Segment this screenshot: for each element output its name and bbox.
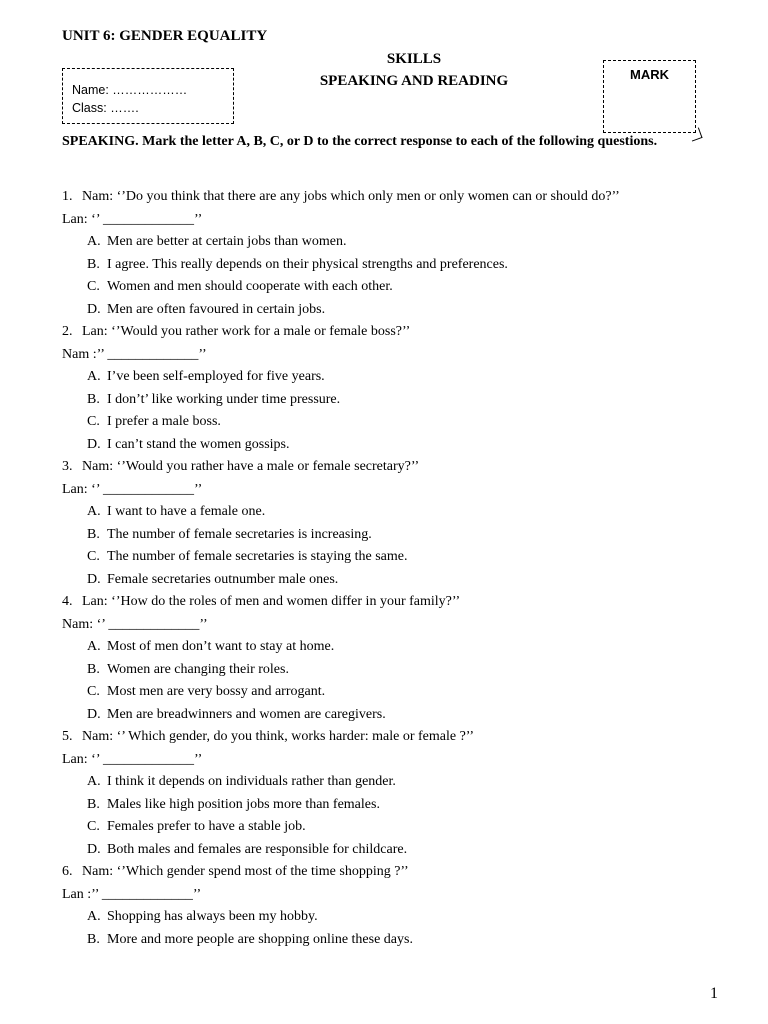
question-number: 5. [62,729,73,744]
mark-box [603,60,696,133]
option-text: The number of female secretaries is staying the same. [107,549,408,564]
option-text: Both males and females are responsible for childcare. [107,841,408,857]
option-letter: A. [87,639,101,654]
option-text: Men are often favoured in certain jobs. [107,301,326,317]
question-number: 6. [62,864,73,879]
option-letter: C. [87,549,100,564]
option-text: More and more people are shopping online these days. [107,931,413,947]
answer-option[interactable] [62,546,742,569]
answer-option[interactable] [62,254,742,277]
speaking-instructions: SPEAKING. Mark the letter A, B, C, or D to the correct response to each of the following questions. [62,134,658,149]
response-blank: Lan :’’ _____________’’ [62,886,202,902]
question-prompt [62,591,742,614]
option-letter: D. [87,841,101,857]
question-text: Lan: ‘’Would you rather work for a male or female boss?’’ [82,324,411,339]
option-letter: C. [87,414,100,429]
name-field[interactable]: Name: ……………… [72,83,188,97]
question-block [62,726,742,861]
option-letter: B. [87,661,100,677]
question-text: Nam: ‘’Do you think that there are any jobs which only men or only women can or should do?’’ [82,189,620,204]
question-text: Nam: ‘’Which gender spend most of the time shopping ?’’ [82,864,409,879]
question-number: 2. [62,324,73,339]
answer-option[interactable] [62,524,742,547]
option-letter: A. [87,234,101,249]
question-number: 3. [62,459,73,474]
question-prompt [62,186,742,209]
page-number: 1 [710,985,718,1002]
option-letter: D. [87,706,101,722]
answer-option[interactable] [62,231,742,254]
option-letter: A. [87,504,101,519]
answer-option[interactable] [62,794,742,817]
section-title: SPEAKING AND READING [319,73,509,89]
option-text: Shopping has always been my hobby. [107,909,318,924]
question-list [62,186,742,951]
response-blank: Lan: ‘’ _____________’’ [62,211,203,227]
option-text: I’ve been self-employed for five years. [107,369,325,384]
question-number: 1. [62,189,73,204]
option-letter: C. [87,684,100,699]
option-text: Males like high position jobs more than females. [107,796,380,812]
skills-title: SKILLS [386,51,442,67]
question-prompt [62,861,742,884]
unit-title: UNIT 6: GENDER EQUALITY [62,28,268,44]
question-prompt [62,726,742,749]
option-letter: D. [87,436,101,452]
response-blank: Nam: ‘’ _____________’’ [62,616,208,632]
option-letter: B. [87,526,100,542]
option-text: Most men are very bossy and arrogant. [107,684,326,699]
option-text: I want to have a female one. [107,504,266,519]
option-letter: A. [87,369,101,384]
option-letter: B. [87,931,100,947]
answer-option[interactable] [62,816,742,839]
answer-option[interactable] [62,366,742,389]
answer-option[interactable] [62,389,742,412]
answer-option[interactable] [62,681,742,704]
option-letter: D. [87,571,101,587]
option-letter: A. [87,774,101,789]
option-letter: A. [87,909,101,924]
question-prompt [62,456,742,479]
question-block [62,321,742,456]
answer-option[interactable] [62,636,742,659]
question-text: Nam: ‘’ Which gender, do you think, works harder: male or female ?’’ [82,729,475,744]
option-text: Men are better at certain jobs than women. [107,234,347,249]
question-block [62,591,742,726]
question-block [62,861,742,951]
answer-option[interactable] [62,839,742,862]
student-info-box [62,68,234,124]
response-blank: Nam :’’ _____________’’ [62,346,207,362]
response-blank: Lan: ‘’ _____________’’ [62,481,203,497]
answer-option[interactable] [62,276,742,299]
answer-option[interactable] [62,569,742,592]
question-number: 4. [62,594,73,609]
option-letter: B. [87,391,100,407]
answer-option[interactable] [62,659,742,682]
answer-option[interactable] [62,704,742,727]
option-letter: D. [87,301,101,317]
option-text: I prefer a male boss. [107,414,221,429]
option-text: I agree. This really depends on their physical strengths and preferences. [107,256,508,272]
option-letter: B. [87,256,100,272]
question-block [62,186,742,321]
answer-option[interactable] [62,411,742,434]
option-letter: B. [87,796,100,812]
option-text: Women and men should cooperate with each other. [107,279,393,294]
option-text: Most of men don’t want to stay at home. [107,639,335,654]
answer-option[interactable] [62,501,742,524]
mark-label: MARK [630,67,669,82]
question-text: Nam: ‘’Would you rather have a male or female secretary?’’ [82,459,420,474]
answer-option[interactable] [62,434,742,457]
answer-option[interactable] [62,771,742,794]
option-text: Women are changing their roles. [107,661,289,677]
option-text: The number of female secretaries is increasing. [107,526,372,542]
option-text: Females prefer to have a stable job. [107,819,306,834]
option-text: Men are breadwinners and women are caregivers. [107,706,386,722]
answer-option[interactable] [62,929,742,952]
answer-option[interactable] [62,299,742,322]
question-text: Lan: ‘’How do the roles of men and women differ in your family?’’ [82,594,461,609]
question-block [62,456,742,591]
option-text: Female secretaries outnumber male ones. [107,571,339,587]
class-field[interactable]: Class: ……. [72,101,139,115]
option-text: I can’t stand the women gossips. [107,436,290,452]
question-prompt [62,321,742,344]
answer-option[interactable] [62,906,742,929]
option-letter: C. [87,819,100,834]
option-text: I think it depends on individuals rather than gender. [107,774,396,789]
option-text: I don’t’ like working under time pressure. [107,391,341,407]
response-blank: Lan: ‘’ _____________’’ [62,751,203,767]
option-letter: C. [87,279,100,294]
